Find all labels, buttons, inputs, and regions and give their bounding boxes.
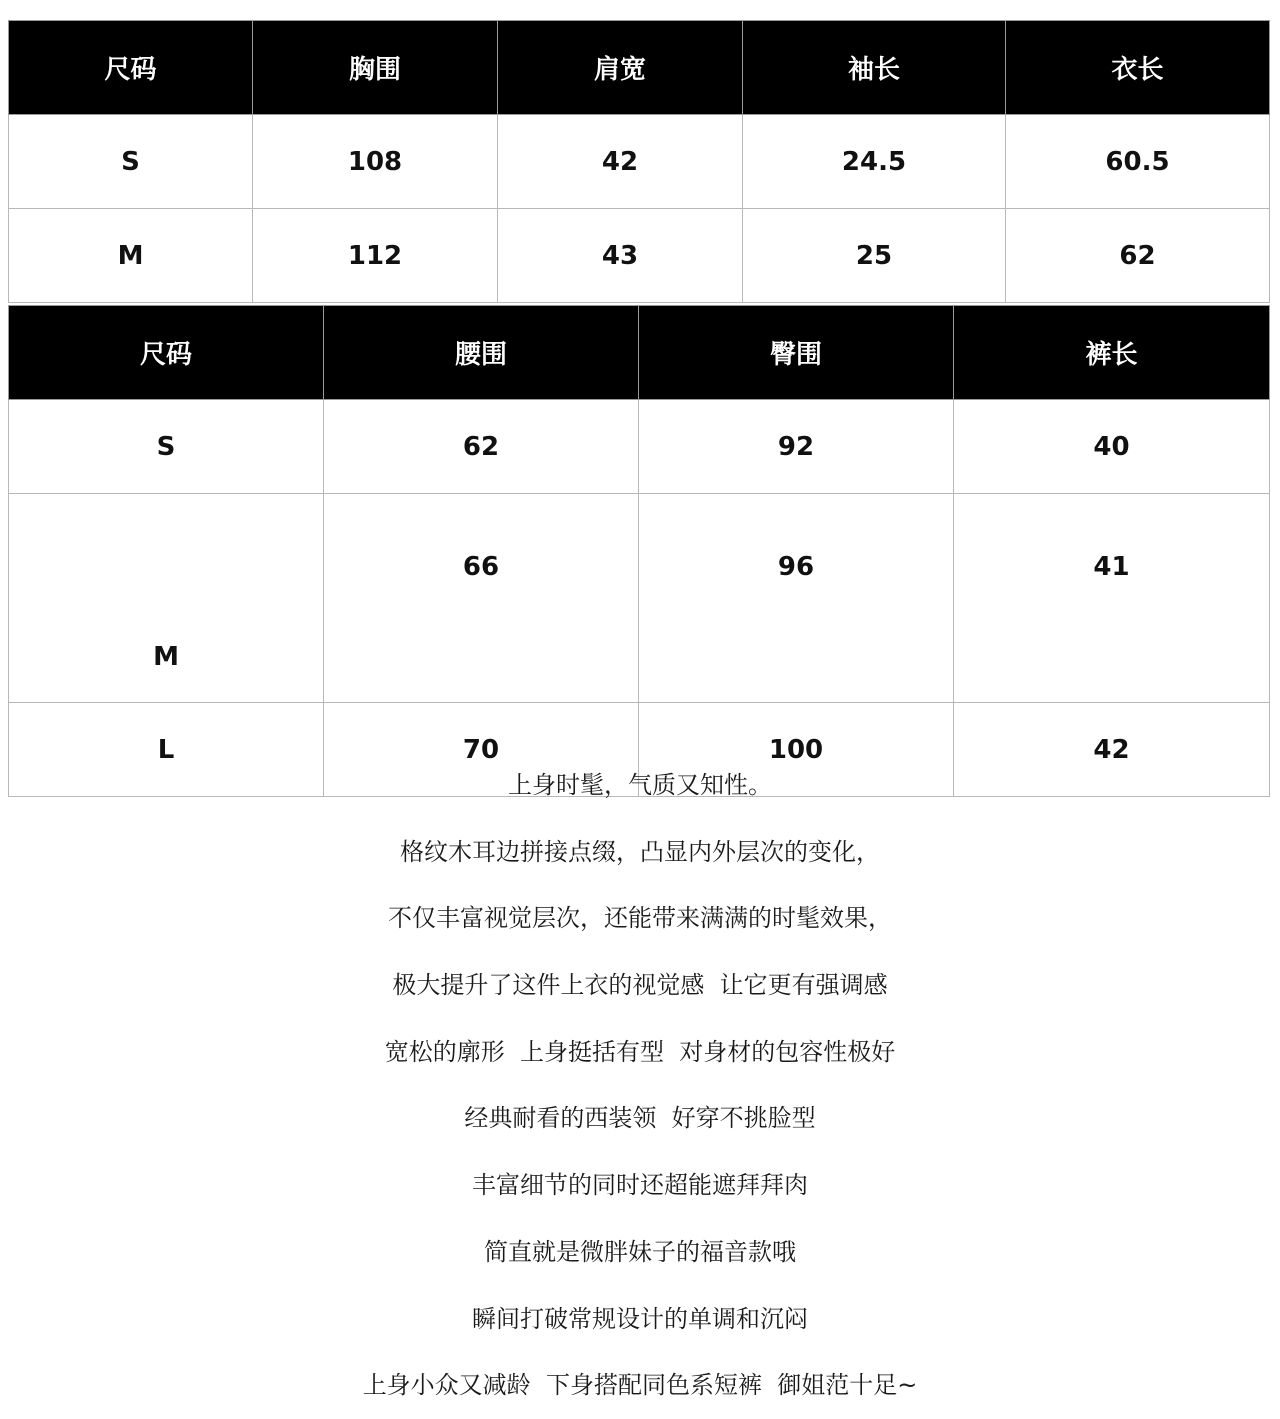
value-cell: 41 <box>954 494 1270 703</box>
value-cell: 112 <box>253 209 498 303</box>
description-line: 丰富细节的同时还超能遮拜拜肉 <box>472 1171 808 1200</box>
value-cell: 100 <box>639 703 954 797</box>
description-line: 格纹木耳边拼接点缀，凸显内外层次的变化， <box>400 837 880 866</box>
value-cell: 42 <box>954 703 1270 797</box>
top-size-table <box>8 20 1270 303</box>
description-line: 上身时髦，气质又知性。 <box>508 771 772 799</box>
product-description <box>0 752 1280 1419</box>
value-cell: 66 <box>324 494 639 703</box>
size-cell: S <box>9 400 324 494</box>
value-cell: 62 <box>324 400 639 494</box>
size-cell: L <box>9 703 324 797</box>
value-cell: 25 <box>743 209 1006 303</box>
header-pants-length: 裤长 <box>954 306 1270 400</box>
table-row <box>9 209 1270 303</box>
value-cell: 43 <box>498 209 743 303</box>
table-header-row <box>9 306 1270 400</box>
description-line: 宽松的廓形 上身挺括有型 对身材的包容性极好 <box>384 1037 896 1066</box>
table-row <box>9 400 1270 494</box>
value-cell: 42 <box>498 115 743 209</box>
value-cell: 92 <box>639 400 954 494</box>
description-line: 极大提升了这件上衣的视觉感 让它更有强调感 <box>392 971 888 1000</box>
description-line: 经典耐看的西装领 好穿不挑脸型 <box>464 1104 816 1133</box>
header-size: 尺码 <box>9 21 253 115</box>
description-line: 瞬间打破常规设计的单调和沉闷 <box>472 1304 808 1333</box>
header-sleeve: 袖长 <box>743 21 1006 115</box>
table-row <box>9 115 1270 209</box>
size-cell: M <box>9 209 253 303</box>
value-cell: 60.5 <box>1006 115 1270 209</box>
size-cell: M <box>9 494 324 703</box>
description-line: 上身小众又减龄 下身搭配同色系短裤 御姐范十足~ <box>362 1371 918 1400</box>
value-cell: 24.5 <box>743 115 1006 209</box>
value-cell: 62 <box>1006 209 1270 303</box>
table-row <box>9 494 1270 703</box>
bottom-size-table <box>8 305 1270 797</box>
header-hip: 臀围 <box>639 306 954 400</box>
size-cell: S <box>9 115 253 209</box>
description-line: 不仅丰富视觉层次，还能带来满满的时髦效果， <box>388 904 892 933</box>
header-size: 尺码 <box>9 306 324 400</box>
value-cell: 70 <box>324 703 639 797</box>
value-cell: 96 <box>639 494 954 703</box>
value-cell: 108 <box>253 115 498 209</box>
header-waist: 腰围 <box>324 306 639 400</box>
value-cell: 40 <box>954 400 1270 494</box>
header-chest: 胸围 <box>253 21 498 115</box>
table-header-row <box>9 21 1270 115</box>
header-shoulder: 肩宽 <box>498 21 743 115</box>
header-length: 衣长 <box>1006 21 1270 115</box>
description-line: 简直就是微胖妹子的福音款哦 <box>484 1237 796 1266</box>
